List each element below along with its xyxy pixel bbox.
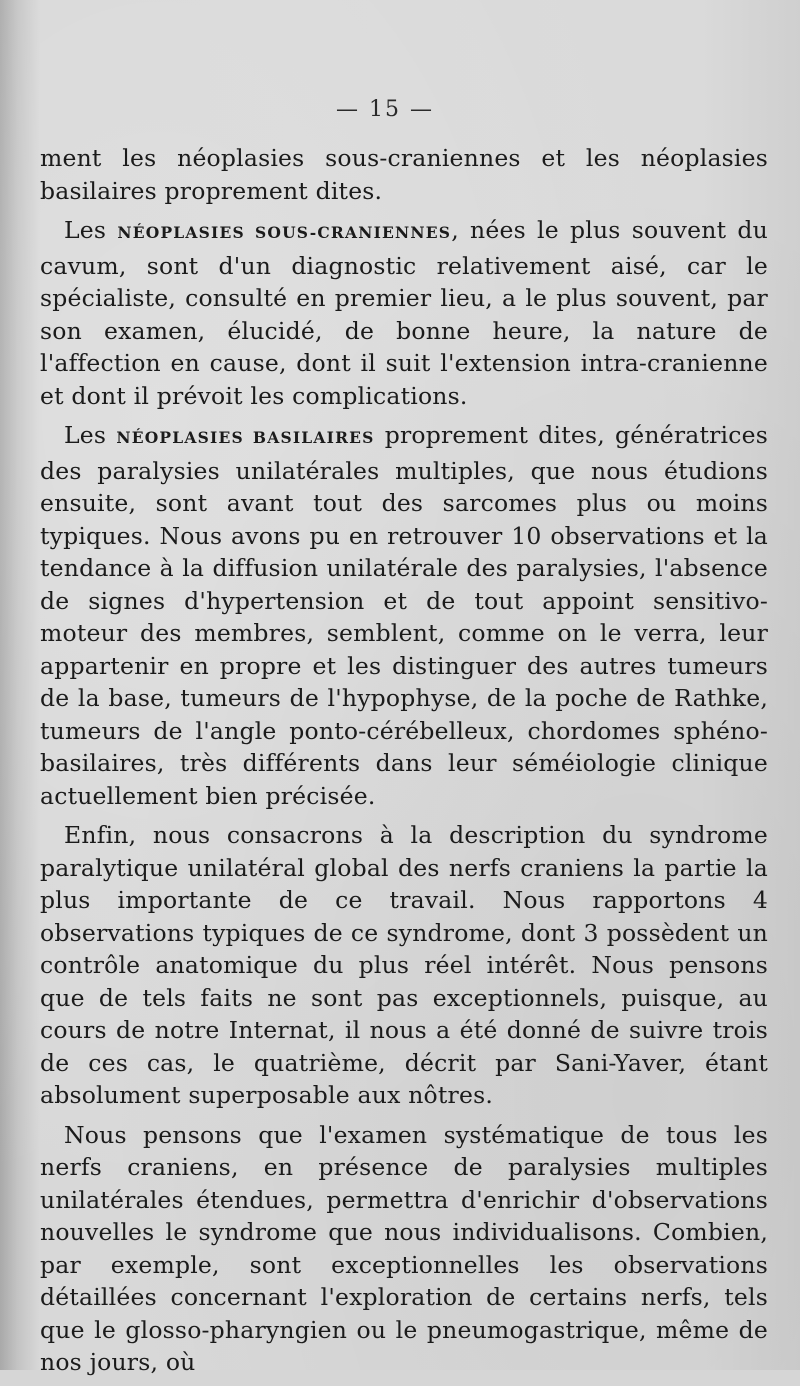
paragraph-text: Nous pensons que l'examen systématique de tous les nerfs craniens, en présence de paralysies multiples unilatérales étendues, permettra d'enrichir d'observations nouvelles le syndrome que nous individualisons. Combien, par exemple, sont exceptionnelles les observations détaillées concernant l'exploration de certains nerfs, tels que le glosso-pharyngien ou le pneumogastrique, même de nos jours, où	[40, 1120, 768, 1376]
paragraph	[40, 419, 768, 812]
paragraph-text: , nées le plus souvent du cavum, sont d'un diagnostic relativement aisé, car le spécialiste, consulté en premier lieu, a le plus souvent, par son examen, élucidé, de bonne heure, la nature de l'affection en cause, dont il suit l'extension intra-cranienne et dont il prévoit les complications.	[40, 216, 768, 410]
paragraph	[40, 1119, 768, 1379]
paragraph-lead: Les	[64, 216, 107, 244]
paragraph-text: ment les néoplasies sous-craniennes et les néoplasies basilaires proprement dites.	[40, 144, 768, 205]
paragraph-lead: Les	[64, 421, 107, 449]
paragraph-text: proprement dites, génératrices des paralysies unilatérales multiples, que nous étudions ensuite, sont avant tout des sarcomes plus ou moins typiques. Nous avons pu en retrouver 10 observations et la tendance à la diffusion unilatérale des paralysies, l'absence de signes d'hypertension et de tout appoint sensitivo-moteur des membres, semblent, comme on le verra, leur appartenir en propre et les distinguer des autres tumeurs de la base, tumeurs de l'hypophyse, de la poche de Rathke, tumeurs de l'angle ponto-cérébelleux, chordomes sphéno-basilaires, très différents dans leur séméiologie clinique actuellement bien précisée.	[40, 421, 768, 810]
paragraph	[40, 214, 768, 412]
paragraph	[40, 819, 768, 1112]
paragraph-text: Enfin, nous consacrons à la description du syndrome paralytique unilatéral global des nerfs craniens la partie la plus importante de ce travail. Nous rapportons 4 observations typiques de ce syndrome, dont 3 possèdent un contrôle anatomique du plus réel intérêt. Nous pensons que de tels faits ne sont pas exceptionnels, puisque, au cours de notre Internat, il nous a été donné de suivre trois de ces cas, le quatrième, décrit par Sani-Yaver, étant absolument superposable aux nôtres.	[40, 821, 768, 1109]
small-caps-term: NÉOPLASIES BASILAIRES	[116, 428, 375, 447]
small-caps-term: NÉOPLASIES SOUS-CRANIENNES	[117, 223, 452, 242]
body-text	[40, 142, 768, 1386]
page-number: — 15 —	[336, 97, 434, 122]
paragraph	[40, 142, 768, 207]
